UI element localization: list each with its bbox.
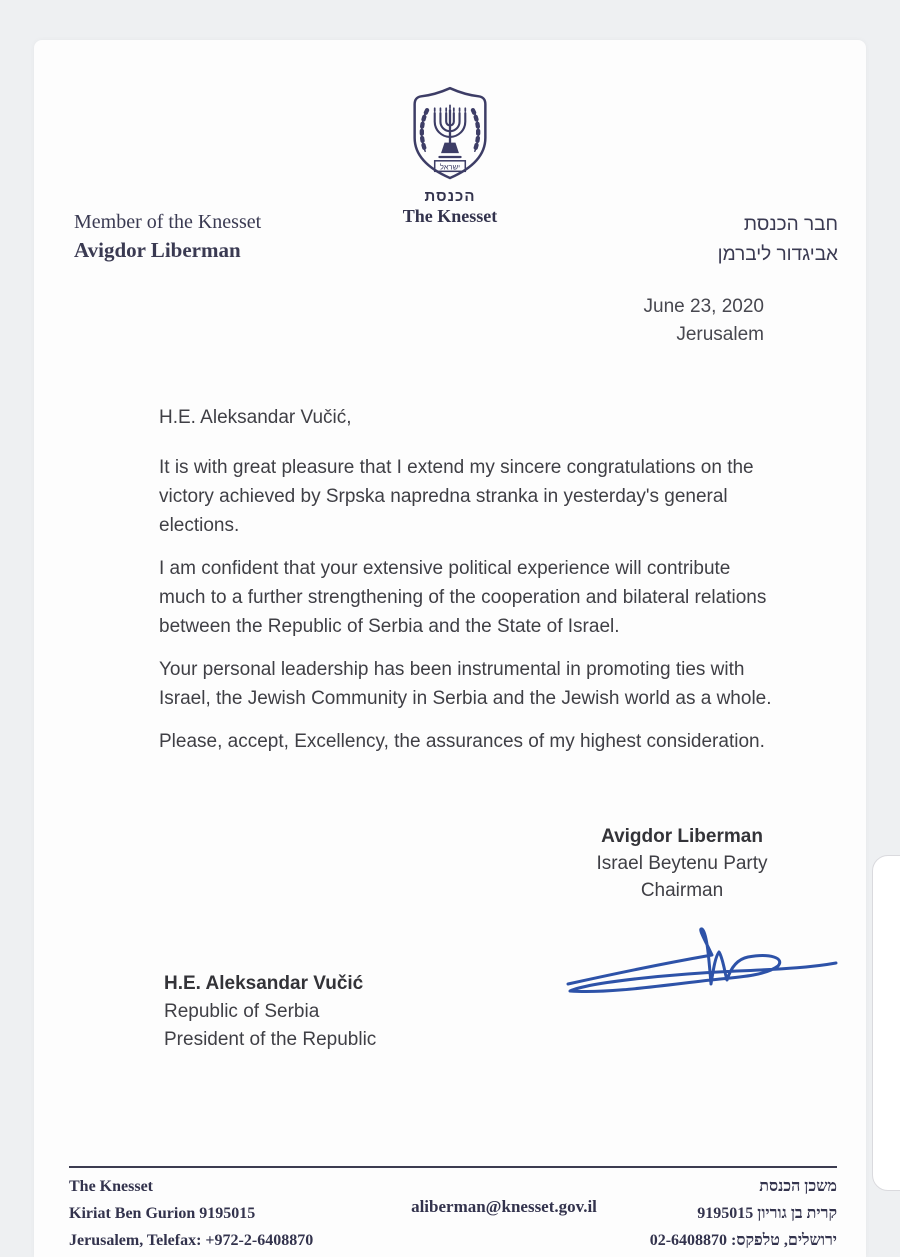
handwritten-signature [552, 922, 852, 1012]
sender-header-hebrew [718, 210, 838, 270]
footer-address-hebrew [650, 1173, 837, 1254]
letter-date: June 23, 2020 [643, 296, 764, 317]
emblem-banner-text: ישראל [439, 162, 461, 172]
signatory-title: Chairman [640, 880, 724, 901]
footer-telefax: Jerusalem, Telefax: +972-2-6408870 [69, 1232, 314, 1249]
body-paragraph: Please, accept, Excellency, the assurances of my highest consideration. [159, 731, 765, 752]
recipient-block [164, 970, 376, 1054]
sender-role: Member of the Knesset [74, 211, 262, 233]
footer-street-hebrew: קרית בן גוריון 9195015 [697, 1205, 837, 1222]
letter-city: Jerusalem [676, 324, 764, 345]
footer-email: aliberman@knesset.gov.il [411, 1197, 597, 1216]
body-paragraph: I am confident that your extensive political experience will contribute much to a further strengthening of the cooperation and bilateral relations between the Republic of Serbia and the State of Israel. [159, 558, 767, 637]
sender-header-english [74, 208, 261, 264]
body-paragraph: It is with great pleasure that I extend my sincere congratulations on the victory achieved by Srpska napredna stranka in yesterday's general elections. [159, 457, 754, 536]
footer-org-hebrew: משכן הכנסת [759, 1178, 837, 1195]
scrollbar-thumb[interactable] [872, 855, 900, 1191]
emblem-english-label: The Knesset [402, 206, 498, 226]
body-paragraph: Your personal leadership has been instrumental in promoting ties with Israel, the Jewish Community in Serbia and the Jewish world as a whole. [159, 659, 772, 709]
signatory-name: Avigdor Liberman [601, 826, 763, 847]
sender-name: Avigdor Liberman [74, 238, 241, 262]
footer-org: The Knesset [69, 1178, 153, 1195]
sender-name-hebrew: אביגדור ליברמן [717, 244, 838, 265]
recipient-country: Republic of Serbia [164, 1001, 320, 1022]
recipient-title: President of the Republic [164, 1029, 377, 1050]
letter-body [159, 403, 781, 770]
dateline [644, 293, 764, 349]
footer-address-english [69, 1173, 313, 1254]
sender-role-hebrew: חבר הכנסת [743, 214, 838, 235]
signature-block [561, 823, 803, 904]
emblem-hebrew-label: הכנסת [424, 188, 476, 205]
recipient-name: H.E. Aleksandar Vučić [164, 973, 364, 994]
footer-telefax-hebrew: ירושלים, טלפקס: 02-6408870 [649, 1232, 837, 1249]
footer-street: Kiriat Ben Gurion 9195015 [69, 1205, 256, 1222]
footer-divider [69, 1166, 837, 1168]
letter-page [34, 40, 866, 1257]
knesset-emblem-icon [407, 84, 493, 186]
knesset-emblem-block [34, 84, 866, 227]
salutation: H.E. Aleksandar Vučić, [159, 407, 352, 428]
signatory-party: Israel Beytenu Party [596, 853, 768, 874]
